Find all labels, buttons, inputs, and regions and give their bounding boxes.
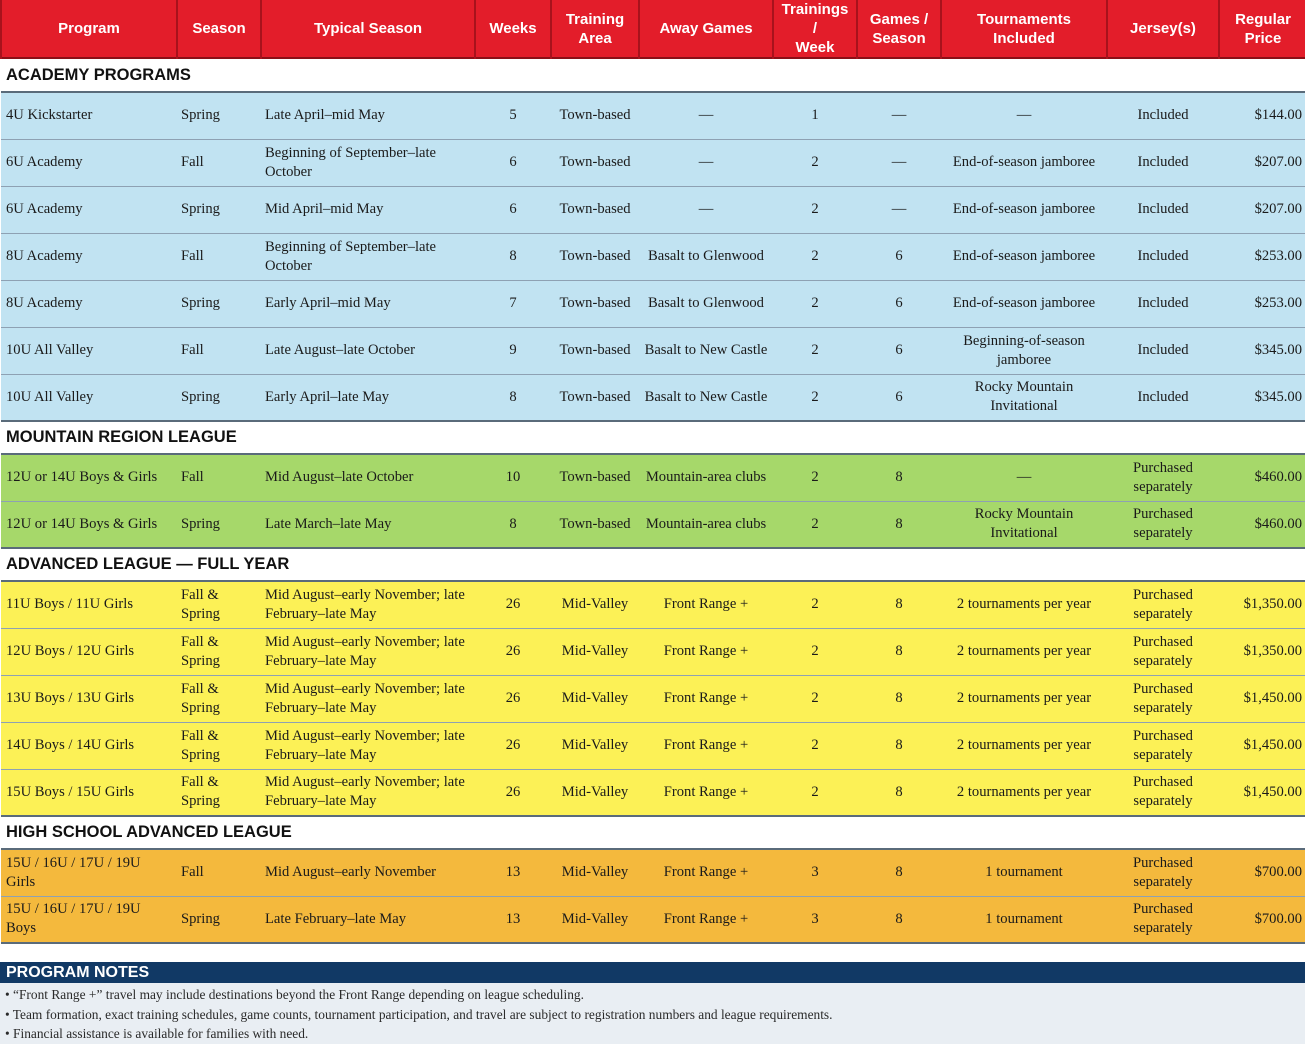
cell-typical-season: Mid August–early November; late February–late May (261, 628, 475, 675)
cell-season: Fall & Spring (177, 628, 261, 675)
cell-trainings-per-week: 2 (773, 501, 857, 548)
cell-games-per-season: — (857, 186, 941, 233)
cell-training-area: Town-based (551, 233, 639, 280)
table-row (1, 454, 1305, 501)
column-header-away-games (639, 0, 773, 58)
cell-regular-price: $345.00 (1219, 374, 1305, 421)
cell-jerseys: Included (1107, 280, 1219, 327)
cell-program: 10U All Valley (1, 374, 177, 421)
cell-tournaments-included: 2 tournaments per year (941, 722, 1107, 769)
cell-weeks: 26 (475, 722, 551, 769)
column-header-regular-price (1219, 0, 1305, 58)
cell-tournaments-included: End-of-season jamboree (941, 186, 1107, 233)
cell-weeks: 10 (475, 454, 551, 501)
cell-trainings-per-week: 2 (773, 769, 857, 816)
cell-away-games: Basalt to New Castle (639, 327, 773, 374)
cell-regular-price: $253.00 (1219, 280, 1305, 327)
cell-program: 14U Boys / 14U Girls (1, 722, 177, 769)
cell-weeks: 26 (475, 675, 551, 722)
cell-jerseys: Purchased separately (1107, 722, 1219, 769)
cell-season: Spring (177, 186, 261, 233)
cell-regular-price: $460.00 (1219, 454, 1305, 501)
cell-jerseys: Included (1107, 186, 1219, 233)
cell-typical-season: Beginning of September–late October (261, 233, 475, 280)
column-header-weeks (475, 0, 551, 58)
cell-games-per-season: 8 (857, 628, 941, 675)
cell-training-area: Mid-Valley (551, 896, 639, 943)
table-row (1, 849, 1305, 896)
cell-tournaments-included: 2 tournaments per year (941, 628, 1107, 675)
cell-regular-price: $1,450.00 (1219, 769, 1305, 816)
cell-regular-price: $1,350.00 (1219, 628, 1305, 675)
column-header-trainings-per-week (773, 0, 857, 58)
cell-season: Fall (177, 139, 261, 186)
table-row (1, 186, 1305, 233)
cell-games-per-season: 8 (857, 501, 941, 548)
cell-tournaments-included: Beginning-of-season jamboree (941, 327, 1107, 374)
cell-typical-season: Mid August–early November (261, 849, 475, 896)
cell-weeks: 8 (475, 233, 551, 280)
cell-tournaments-included: Rocky Mountain Invitational (941, 501, 1107, 548)
cell-regular-price: $1,350.00 (1219, 581, 1305, 628)
cell-games-per-season: 6 (857, 233, 941, 280)
cell-games-per-season: 6 (857, 327, 941, 374)
cell-regular-price: $1,450.00 (1219, 675, 1305, 722)
cell-jerseys: Purchased separately (1107, 675, 1219, 722)
cell-weeks: 5 (475, 92, 551, 139)
cell-away-games: Front Range + (639, 675, 773, 722)
column-header-line: Program (58, 20, 120, 37)
cell-away-games: Mountain-area clubs (639, 501, 773, 548)
column-header-line: Away Games (659, 20, 753, 37)
cell-jerseys: Purchased separately (1107, 454, 1219, 501)
cell-program: 15U / 16U / 17U / 19U Girls (1, 849, 177, 896)
column-header-line: Typical Season (313, 20, 423, 37)
cell-typical-season: Late April–mid May (261, 92, 475, 139)
column-header-games-per-season (857, 0, 941, 58)
column-header-tournaments-included (941, 0, 1107, 58)
cell-weeks: 13 (475, 896, 551, 943)
cell-tournaments-included: 1 tournament (941, 849, 1107, 896)
cell-training-area: Town-based (551, 454, 639, 501)
cell-training-area: Mid-Valley (551, 581, 639, 628)
cell-regular-price: $253.00 (1219, 233, 1305, 280)
cell-typical-season: Beginning of September–late October (261, 139, 475, 186)
program-notes-title: PROGRAM NOTES (0, 962, 1305, 983)
cell-trainings-per-week: 2 (773, 374, 857, 421)
cell-tournaments-included: 2 tournaments per year (941, 769, 1107, 816)
cell-regular-price: $700.00 (1219, 849, 1305, 896)
cell-program: 10U All Valley (1, 327, 177, 374)
cell-away-games: Mountain-area clubs (639, 454, 773, 501)
cell-jerseys: Included (1107, 327, 1219, 374)
cell-jerseys: Included (1107, 374, 1219, 421)
cell-typical-season: Mid August–early November; late February–late May (261, 675, 475, 722)
cell-typical-season: Mid August–early November; late February–late May (261, 722, 475, 769)
column-header-line: Season (872, 29, 926, 47)
cell-trainings-per-week: 2 (773, 280, 857, 327)
cell-weeks: 8 (475, 501, 551, 548)
cell-program: 6U Academy (1, 186, 177, 233)
cell-trainings-per-week: 2 (773, 186, 857, 233)
cell-weeks: 8 (475, 374, 551, 421)
cell-training-area: Town-based (551, 186, 639, 233)
section-title: ACADEMY PROGRAMS (1, 58, 1305, 92)
cell-training-area: Mid-Valley (551, 769, 639, 816)
cell-tournaments-included: End-of-season jamboree (941, 139, 1107, 186)
cell-regular-price: $144.00 (1219, 92, 1305, 139)
cell-season: Fall & Spring (177, 581, 261, 628)
cell-regular-price: $207.00 (1219, 186, 1305, 233)
section-title: ADVANCED LEAGUE — FULL YEAR (1, 548, 1305, 581)
cell-training-area: Mid-Valley (551, 722, 639, 769)
cell-away-games: Front Range + (639, 628, 773, 675)
cell-games-per-season: 8 (857, 675, 941, 722)
cell-jerseys: Purchased separately (1107, 501, 1219, 548)
cell-weeks: 9 (475, 327, 551, 374)
section-title: MOUNTAIN REGION LEAGUE (1, 421, 1305, 454)
cell-training-area: Town-based (551, 501, 639, 548)
cell-season: Spring (177, 92, 261, 139)
cell-games-per-season: 8 (857, 581, 941, 628)
cell-typical-season: Late February–late May (261, 896, 475, 943)
table-row (1, 92, 1305, 139)
column-header-program (1, 0, 177, 58)
cell-away-games: Front Range + (639, 849, 773, 896)
column-header-jerseys (1107, 0, 1219, 58)
cell-jerseys: Included (1107, 233, 1219, 280)
cell-away-games: Front Range + (639, 896, 773, 943)
cell-tournaments-included: Rocky Mountain Invitational (941, 374, 1107, 421)
cell-training-area: Town-based (551, 374, 639, 421)
cell-weeks: 7 (475, 280, 551, 327)
cell-training-area: Mid-Valley (551, 849, 639, 896)
cell-jerseys: Purchased separately (1107, 769, 1219, 816)
column-header-line: Trainings / (781, 1, 849, 37)
column-header-typical-season (261, 0, 475, 58)
cell-weeks: 26 (475, 581, 551, 628)
cell-tournaments-included: 2 tournaments per year (941, 581, 1107, 628)
cell-away-games: Front Range + (639, 581, 773, 628)
cell-program: 8U Academy (1, 233, 177, 280)
cell-season: Spring (177, 374, 261, 421)
cell-weeks: 13 (475, 849, 551, 896)
column-header-line: Jersey(s) (1130, 20, 1196, 37)
cell-away-games: — (639, 92, 773, 139)
cell-season: Spring (177, 896, 261, 943)
cell-trainings-per-week: 2 (773, 722, 857, 769)
cell-program: 8U Academy (1, 280, 177, 327)
column-header-line: Area (578, 29, 612, 47)
cell-regular-price: $345.00 (1219, 327, 1305, 374)
cell-regular-price: $207.00 (1219, 139, 1305, 186)
cell-games-per-season: 8 (857, 769, 941, 816)
section-title: HIGH SCHOOL ADVANCED LEAGUE (1, 816, 1305, 849)
column-header-line: Regular (1235, 10, 1291, 28)
table-row (1, 233, 1305, 280)
column-header-training-area (551, 0, 639, 58)
program-note: • Financial assistance is available for families with need. (5, 1026, 309, 1041)
cell-weeks: 26 (475, 628, 551, 675)
cell-jerseys: Purchased separately (1107, 628, 1219, 675)
cell-training-area: Town-based (551, 327, 639, 374)
cell-season: Fall (177, 233, 261, 280)
program-note: • Team formation, exact training schedules, game counts, tournament participation, and travel are subject to registration numbers and league requirements. (5, 1006, 833, 1022)
cell-typical-season: Mid August–early November; late February–late May (261, 581, 475, 628)
cell-away-games: — (639, 186, 773, 233)
table-row (1, 628, 1305, 675)
cell-tournaments-included: End-of-season jamboree (941, 233, 1107, 280)
cell-trainings-per-week: 1 (773, 92, 857, 139)
cell-jerseys: Purchased separately (1107, 581, 1219, 628)
cell-program: 11U Boys / 11U Girls (1, 581, 177, 628)
column-header-line: Games / (869, 10, 929, 28)
cell-tournaments-included: 1 tournament (941, 896, 1107, 943)
cell-games-per-season: 8 (857, 722, 941, 769)
cell-tournaments-included: — (941, 92, 1107, 139)
cell-trainings-per-week: 2 (773, 675, 857, 722)
column-header-line: Week (795, 39, 835, 56)
cell-program: 15U / 16U / 17U / 19U Boys (1, 896, 177, 943)
table-body (1, 58, 1305, 943)
cell-typical-season: Mid April–mid May (261, 186, 475, 233)
table-row (1, 769, 1305, 816)
header-row (1, 0, 1305, 58)
table-row (1, 139, 1305, 186)
cell-away-games: Basalt to Glenwood (639, 280, 773, 327)
cell-trainings-per-week: 2 (773, 139, 857, 186)
cell-season: Spring (177, 501, 261, 548)
column-header-season (177, 0, 261, 58)
cell-program: 12U Boys / 12U Girls (1, 628, 177, 675)
cell-season: Fall & Spring (177, 722, 261, 769)
column-header-line: Included (993, 29, 1055, 47)
cell-program: 13U Boys / 13U Girls (1, 675, 177, 722)
cell-trainings-per-week: 3 (773, 849, 857, 896)
cell-program: 12U or 14U Boys & Girls (1, 501, 177, 548)
section-header-academy (1, 58, 1305, 92)
cell-tournaments-included: — (941, 454, 1107, 501)
cell-trainings-per-week: 2 (773, 327, 857, 374)
cell-season: Fall & Spring (177, 675, 261, 722)
cell-typical-season: Early April–mid May (261, 280, 475, 327)
column-header-line: Season (192, 20, 246, 37)
cell-games-per-season: — (857, 92, 941, 139)
cell-games-per-season: 8 (857, 896, 941, 943)
cell-regular-price: $700.00 (1219, 896, 1305, 943)
cell-typical-season: Mid August–early November; late February–late May (261, 769, 475, 816)
table-row (1, 327, 1305, 374)
cell-weeks: 6 (475, 186, 551, 233)
cell-program: 12U or 14U Boys & Girls (1, 454, 177, 501)
table-row (1, 675, 1305, 722)
table-row (1, 280, 1305, 327)
table-row (1, 501, 1305, 548)
cell-trainings-per-week: 2 (773, 233, 857, 280)
cell-training-area: Town-based (551, 92, 639, 139)
section-header-mountain (1, 421, 1305, 454)
program-notes-list (0, 983, 1305, 1044)
program-notes (0, 962, 1305, 1044)
cell-program: 15U Boys / 15U Girls (1, 769, 177, 816)
column-header-line: Weeks (489, 20, 537, 37)
cell-away-games: Front Range + (639, 769, 773, 816)
cell-training-area: Town-based (551, 280, 639, 327)
cell-season: Fall (177, 849, 261, 896)
cell-games-per-season: 8 (857, 849, 941, 896)
table-row (1, 374, 1305, 421)
column-header-line: Price (1244, 29, 1282, 47)
cell-training-area: Mid-Valley (551, 675, 639, 722)
cell-regular-price: $1,450.00 (1219, 722, 1305, 769)
cell-season: Fall (177, 454, 261, 501)
cell-games-per-season: 8 (857, 454, 941, 501)
cell-away-games: Front Range + (639, 722, 773, 769)
cell-tournaments-included: End-of-season jamboree (941, 280, 1107, 327)
section-header-highschool (1, 816, 1305, 849)
cell-regular-price: $460.00 (1219, 501, 1305, 548)
column-header-line: Tournaments (977, 10, 1071, 28)
cell-training-area: Mid-Valley (551, 628, 639, 675)
program-note: • “Front Range +” travel may include destinations beyond the Front Range depending on league scheduling. (5, 987, 584, 1002)
table-row (1, 896, 1305, 943)
cell-away-games: Basalt to Glenwood (639, 233, 773, 280)
cell-weeks: 26 (475, 769, 551, 816)
cell-weeks: 6 (475, 139, 551, 186)
cell-games-per-season: 6 (857, 280, 941, 327)
cell-trainings-per-week: 2 (773, 628, 857, 675)
section-header-advanced (1, 548, 1305, 581)
cell-typical-season: Late August–late October (261, 327, 475, 374)
table-row (1, 722, 1305, 769)
cell-away-games: — (639, 139, 773, 186)
cell-typical-season: Early April–late May (261, 374, 475, 421)
cell-jerseys: Included (1107, 139, 1219, 186)
cell-program: 4U Kickstarter (1, 92, 177, 139)
cell-typical-season: Late March–late May (261, 501, 475, 548)
cell-trainings-per-week: 2 (773, 454, 857, 501)
cell-season: Fall (177, 327, 261, 374)
cell-season: Spring (177, 280, 261, 327)
cell-away-games: Basalt to New Castle (639, 374, 773, 421)
table-header (1, 0, 1305, 58)
cell-season: Fall & Spring (177, 769, 261, 816)
cell-trainings-per-week: 3 (773, 896, 857, 943)
cell-training-area: Town-based (551, 139, 639, 186)
cell-typical-season: Mid August–late October (261, 454, 475, 501)
table-row (1, 581, 1305, 628)
cell-tournaments-included: 2 tournaments per year (941, 675, 1107, 722)
cell-games-per-season: — (857, 139, 941, 186)
cell-jerseys: Included (1107, 92, 1219, 139)
cell-trainings-per-week: 2 (773, 581, 857, 628)
cell-program: 6U Academy (1, 139, 177, 186)
column-header-line: Training (565, 10, 625, 28)
cell-jerseys: Purchased separately (1107, 849, 1219, 896)
cell-games-per-season: 6 (857, 374, 941, 421)
cell-jerseys: Purchased separately (1107, 896, 1219, 943)
